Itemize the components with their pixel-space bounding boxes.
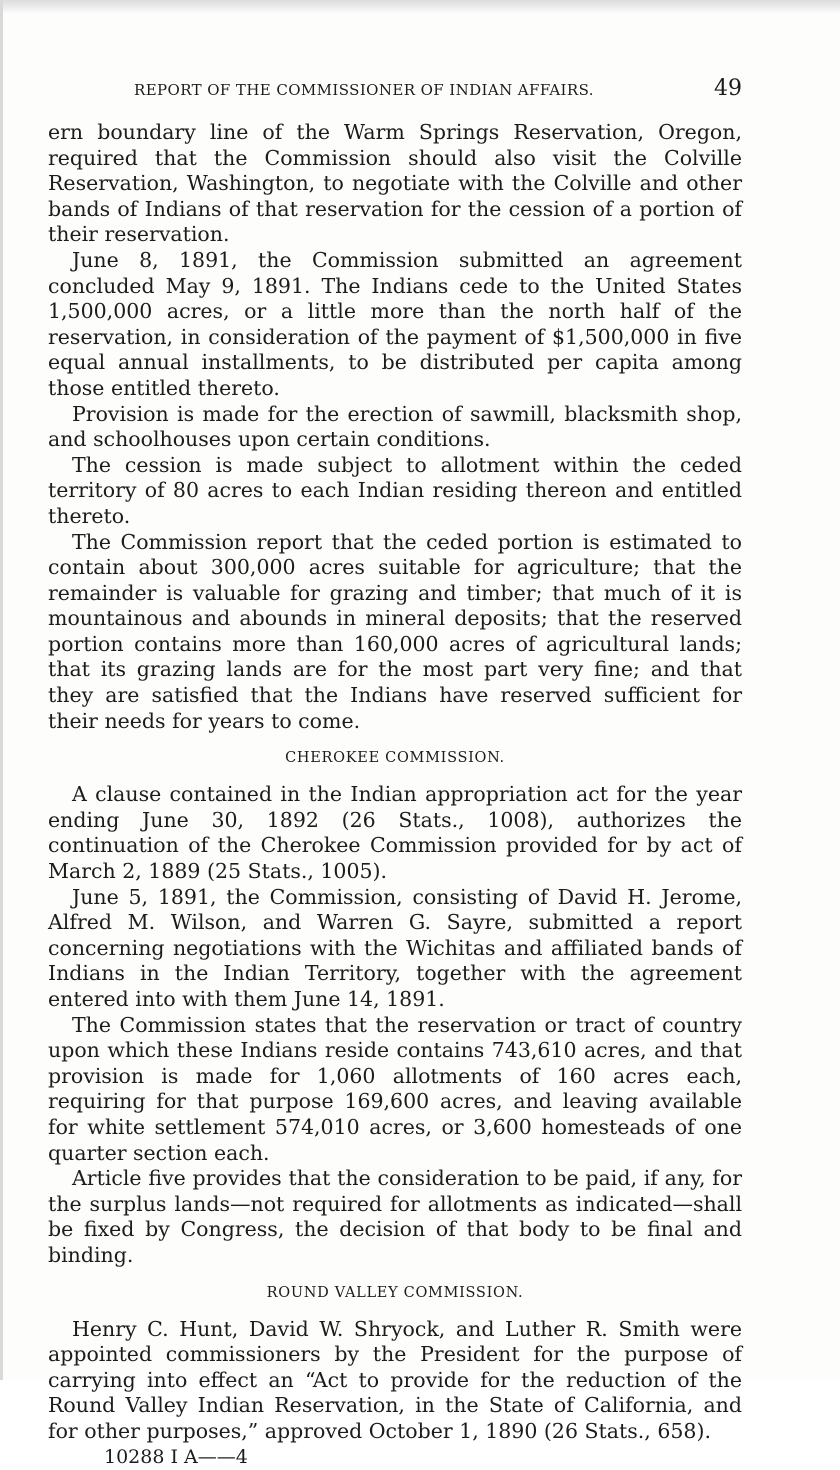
paragraph: The cession is made subject to allotment within the ceded territory of 80 acres to each Indian residing thereon and entitled thereto. (48, 453, 742, 530)
paragraph: June 8, 1891, the Commission submitted an agreement concluded May 9, 1891. The Indians cede to the United States 1,500,000 acres, or a little more than the north half of the reservation, in consideration of the payment of $1,500,000 in five equal annual installments, to be distributed per capita among those entitled thereto. (48, 248, 742, 402)
paragraph: The Commission states that the reservation or tract of country upon which these Indians reside contains 743,610 acres, and that provision is made for 1,060 allotments of 160 acres each, requiring for that purpose 169,600 acres, and leaving available for white settlement 574,010 acres, or 3,600 homesteads of one quarter section each. (48, 1013, 742, 1167)
scan-shadow (0, 0, 840, 14)
paragraph: Provision is made for the erection of sawmill, blacksmith shop, and schoolhouses upon certain conditions. (48, 402, 742, 453)
paragraph: June 5, 1891, the Commission, consisting of David H. Jerome, Alfred M. Wilson, and Warren G. Sayre, submitted a report concerning negotiations with the Wichitas and affiliated bands of Indians in the Indian Territory, together with the agreement entered into with them June 14, 1891. (48, 885, 742, 1013)
running-head (48, 78, 742, 104)
page-edge (0, 0, 3, 1380)
section-heading-cherokee: CHEROKEE COMMISSION. (48, 748, 742, 768)
body-text (48, 120, 742, 1470)
paragraph: A clause contained in the Indian appropriation act for the year ending June 30, 1892 (26 Stats., 1008), authorizes the continuation of the Cherokee Commission provided for by act of March 2, 1889 (25 Stats., 1005). (48, 782, 742, 884)
paragraph: ern boundary line of the Warm Springs Reservation, Oregon, required that the Commission should also visit the Colville Reservation, Washington, to negotiate with the Colville and other bands of Indians of that reservation for the cession of a portion of their reservation. (48, 120, 742, 248)
section-heading-round-valley: ROUND VALLEY COMMISSION. (48, 1283, 742, 1303)
paragraph: Henry C. Hunt, David W. Shryock, and Luther R. Smith were appointed commissioners by the President for the purpose of carrying into effect an “Act to provide for the reduction of the Round Valley Indian Reservation, in the State of California, and for other purposes,” approved October 1, 1890 (26 Stats., 658). (48, 1317, 742, 1445)
page-number: 49 (714, 76, 742, 101)
running-title: REPORT OF THE COMMISSIONER OF INDIAN AFFAIRS. (134, 81, 594, 99)
paragraph: Article five provides that the consideration to be paid, if any, for the surplus lands—not required for allotments as indicated—shall be fixed by Congress, the decision of that body to be final and binding. (48, 1166, 742, 1268)
signature-mark: 10288 I A——4 (104, 1445, 742, 1470)
paragraph: The Commission report that the ceded portion is estimated to contain about 300,000 acres suitable for agriculture; that the remainder is valuable for grazing and timber; that much of it is mountainous and abounds in mineral deposits; that the reserved portion contains more than 160,000 acres of agricultural lands; that its grazing lands are for the most part very fine; and that they are satisfied that the Indians have reserved sufficient for their needs for years to come. (48, 530, 742, 735)
